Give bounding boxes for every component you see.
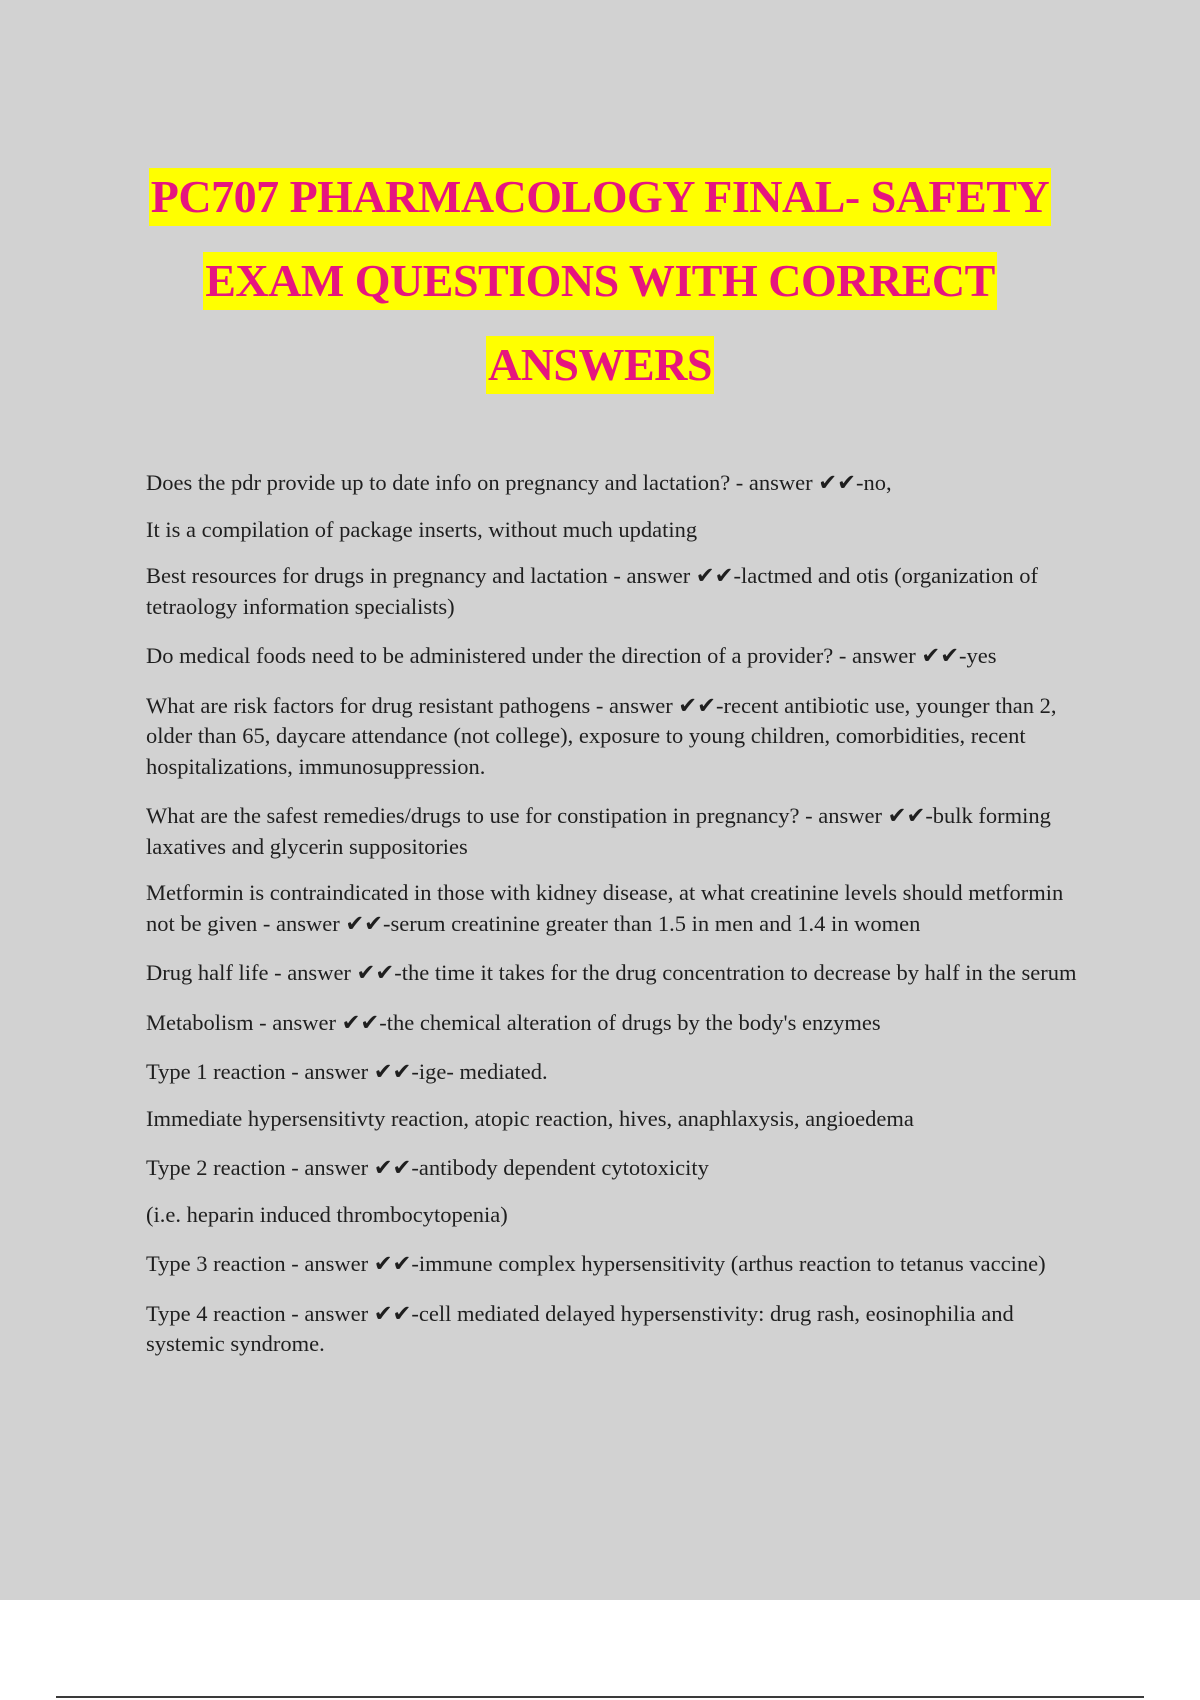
paragraph-metabolism: Metabolism - answer ✔✔-the chemical alteration of drugs by the body's enzymes	[146, 1009, 881, 1035]
paragraph-type3: Type 3 reaction - answer ✔✔-immune complex hypersensitivity (arthus reaction to tetanus vaccine)	[146, 1251, 1046, 1276]
paragraph-type2-detail: (i.e. heparin induced thrombocytopenia)	[146, 1201, 508, 1227]
title-text-3: ANSWERS	[486, 336, 714, 394]
paragraph-half-life: Drug half life - answer ✔✔-the time it takes for the drug concentration to decrease by half in the serum	[146, 960, 1077, 985]
paragraph-constipation: What are the safest remedies/drugs to use for constipation in pregnancy? - answer ✔✔-bulk forming laxatives and glycerin suppositories	[146, 803, 1051, 859]
paragraph-risk-factors: What are risk factors for drug resistant pathogens - answer ✔✔-recent antibiotic use, younger than 2, older than 65, daycare attendance (not college), exposure to young children, comorbidities, recent hospitalizations, immunosuppression.	[146, 692, 1057, 779]
page-footer	[0, 1600, 1200, 1700]
paragraph-type4: Type 4 reaction - answer ✔✔-cell mediated delayed hypersenstivity: drug rash, eosinophilia and systemic syndrome.	[146, 1300, 1014, 1356]
document-title	[0, 166, 1200, 418]
title-line-1	[0, 166, 1200, 250]
paragraph-pdr-question: Does the pdr provide up to date info on pregnancy and lactation? - answer ✔✔-no,	[146, 470, 892, 495]
title-line-3	[0, 334, 1200, 418]
title-text-2: EXAM QUESTIONS WITH CORRECT	[203, 252, 997, 310]
paragraph-pdr-detail: It is a compilation of package inserts, without much updating	[146, 516, 698, 542]
title-text-1: PC707 PHARMACOLOGY FINAL- SAFETY	[149, 168, 1051, 226]
paragraph-type1: Type 1 reaction - answer ✔✔-ige- mediated.	[146, 1059, 548, 1084]
footer-divider	[56, 1696, 1144, 1698]
title-line-2	[0, 250, 1200, 334]
document-body	[146, 468, 1086, 1379]
paragraph-type1-detail: Immediate hypersensitivty reaction, atopic reaction, hives, anaphlaxysis, angioedema	[146, 1105, 914, 1131]
paragraph-type2: Type 2 reaction - answer ✔✔-antibody dependent cytotoxicity	[146, 1155, 709, 1180]
paragraph-metformin: Metformin is contraindicated in those with kidney disease, at what creatinine levels should metformin not be given - answer ✔✔-serum creatinine greater than 1.5 in men and 1.4 in women	[146, 880, 1064, 936]
paragraph-best-resources: Best resources for drugs in pregnancy and lactation - answer ✔✔-lactmed and otis (organization of tetraology information specialists)	[146, 563, 1039, 619]
paragraph-medical-foods: Do medical foods need to be administered under the direction of a provider? - answer ✔✔-yes	[146, 643, 997, 668]
